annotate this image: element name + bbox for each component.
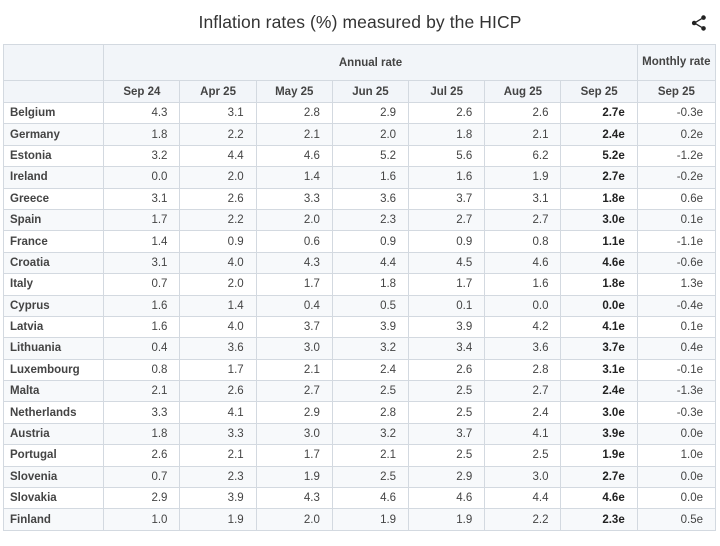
- value-cell: 2.2: [180, 124, 256, 145]
- country-cell: Finland: [4, 509, 104, 530]
- value-cell: 0.6: [256, 231, 332, 252]
- table-row: [4, 124, 716, 145]
- country-cell: Croatia: [4, 252, 104, 273]
- value-cell: 2.6: [180, 188, 256, 209]
- value-cell: 2.1: [180, 445, 256, 466]
- value-cell: 0.4: [104, 338, 180, 359]
- country-cell: Luxembourg: [4, 359, 104, 380]
- value-cell: 0.8: [485, 231, 561, 252]
- table-row: [4, 274, 716, 295]
- value-cell: 0.6e: [637, 188, 715, 209]
- table-row: [4, 466, 716, 487]
- value-cell: 3.6: [485, 338, 561, 359]
- value-cell: 2.8: [485, 359, 561, 380]
- value-cell: 3.7: [409, 423, 485, 444]
- value-cell: 2.4: [332, 359, 408, 380]
- value-cell: 1.8: [332, 274, 408, 295]
- value-cell: 2.7: [409, 209, 485, 230]
- value-cell: 1.7: [256, 274, 332, 295]
- value-cell: 5.6: [409, 145, 485, 166]
- value-cell: 1.4: [180, 295, 256, 316]
- value-cell: 3.6: [180, 338, 256, 359]
- value-cell: 4.6e: [561, 252, 637, 273]
- column-header-country: [4, 81, 104, 103]
- value-cell: 2.9: [332, 103, 408, 124]
- value-cell: 2.3: [180, 466, 256, 487]
- table-corner-cell: [4, 45, 104, 81]
- value-cell: 3.0e: [561, 209, 637, 230]
- value-cell: 0.7: [104, 274, 180, 295]
- value-cell: 3.0: [256, 423, 332, 444]
- column-header-jun-25[interactable]: Jun 25: [332, 81, 408, 103]
- value-cell: 2.5: [332, 466, 408, 487]
- value-cell: 2.1: [104, 381, 180, 402]
- table-row: [4, 488, 716, 509]
- value-cell: 2.5: [332, 381, 408, 402]
- value-cell: -0.6e: [637, 252, 715, 273]
- value-cell: 0.0: [104, 167, 180, 188]
- table-column-header-row: [4, 81, 716, 103]
- value-cell: 2.5: [409, 445, 485, 466]
- value-cell: 2.8: [332, 402, 408, 423]
- value-cell: 2.6: [104, 445, 180, 466]
- value-cell: 3.1: [104, 188, 180, 209]
- value-cell: 0.4: [256, 295, 332, 316]
- country-cell: Italy: [4, 274, 104, 295]
- value-cell: 2.7e: [561, 167, 637, 188]
- table-row: [4, 167, 716, 188]
- table-row: [4, 103, 716, 124]
- value-cell: 4.2: [485, 316, 561, 337]
- table-group-header-row: [4, 45, 716, 81]
- value-cell: 1.8: [104, 124, 180, 145]
- country-cell: Slovenia: [4, 466, 104, 487]
- value-cell: 6.2: [485, 145, 561, 166]
- value-cell: 2.5: [409, 381, 485, 402]
- value-cell: 3.9e: [561, 423, 637, 444]
- column-header-jul-25[interactable]: Jul 25: [409, 81, 485, 103]
- value-cell: 3.0e: [561, 402, 637, 423]
- value-cell: 1.8: [409, 124, 485, 145]
- country-cell: Germany: [4, 124, 104, 145]
- country-cell: Latvia: [4, 316, 104, 337]
- value-cell: 3.7e: [561, 338, 637, 359]
- value-cell: 2.9: [256, 402, 332, 423]
- value-cell: 0.0e: [637, 488, 715, 509]
- country-cell: Slovakia: [4, 488, 104, 509]
- value-cell: 4.6: [332, 488, 408, 509]
- inflation-table: [3, 44, 716, 531]
- value-cell: 2.2: [180, 209, 256, 230]
- country-cell: Cyprus: [4, 295, 104, 316]
- value-cell: 2.6: [180, 381, 256, 402]
- value-cell: 4.4: [332, 252, 408, 273]
- value-cell: 1.7: [180, 359, 256, 380]
- value-cell: 0.0e: [561, 295, 637, 316]
- group-header-monthly-rate: Monthly rate: [637, 45, 715, 81]
- value-cell: 3.3: [104, 402, 180, 423]
- value-cell: 3.1: [180, 103, 256, 124]
- value-cell: 1.8: [104, 423, 180, 444]
- value-cell: 0.9: [332, 231, 408, 252]
- value-cell: 0.0e: [637, 423, 715, 444]
- value-cell: 4.4: [180, 145, 256, 166]
- value-cell: 2.2: [485, 509, 561, 530]
- value-cell: 0.9: [409, 231, 485, 252]
- value-cell: 0.2e: [637, 124, 715, 145]
- table-head: [4, 45, 716, 103]
- table-row: [4, 295, 716, 316]
- value-cell: 1.9: [409, 509, 485, 530]
- country-cell: Malta: [4, 381, 104, 402]
- value-cell: 2.5: [409, 402, 485, 423]
- country-cell: Estonia: [4, 145, 104, 166]
- value-cell: 2.7: [256, 381, 332, 402]
- value-cell: 2.7e: [561, 103, 637, 124]
- value-cell: 1.8e: [561, 274, 637, 295]
- value-cell: 4.6: [409, 488, 485, 509]
- value-cell: 0.5e: [637, 509, 715, 530]
- table-row: [4, 231, 716, 252]
- value-cell: 4.6: [256, 145, 332, 166]
- value-cell: 2.7e: [561, 466, 637, 487]
- table-row: [4, 145, 716, 166]
- table-row: [4, 402, 716, 423]
- value-cell: 3.2: [332, 423, 408, 444]
- column-header-sep-25-monthly[interactable]: Sep 25: [637, 81, 715, 103]
- value-cell: 0.0: [485, 295, 561, 316]
- value-cell: 4.4: [485, 488, 561, 509]
- value-cell: 3.9: [409, 316, 485, 337]
- value-cell: 4.1: [485, 423, 561, 444]
- value-cell: 2.4e: [561, 381, 637, 402]
- value-cell: 3.6: [332, 188, 408, 209]
- value-cell: 2.9: [409, 466, 485, 487]
- value-cell: 1.9: [332, 509, 408, 530]
- value-cell: 3.7: [256, 316, 332, 337]
- value-cell: 2.0: [256, 509, 332, 530]
- column-header-aug-25[interactable]: Aug 25: [485, 81, 561, 103]
- value-cell: 1.8e: [561, 188, 637, 209]
- value-cell: 0.9: [180, 231, 256, 252]
- value-cell: 4.0: [180, 316, 256, 337]
- value-cell: -0.2e: [637, 167, 715, 188]
- value-cell: -1.3e: [637, 381, 715, 402]
- table-body: [4, 103, 716, 531]
- value-cell: 2.6: [485, 103, 561, 124]
- value-cell: 2.0: [180, 274, 256, 295]
- value-cell: 0.1e: [637, 209, 715, 230]
- country-cell: Spain: [4, 209, 104, 230]
- value-cell: 1.3e: [637, 274, 715, 295]
- country-cell: Netherlands: [4, 402, 104, 423]
- value-cell: 3.0: [485, 466, 561, 487]
- country-cell: Lithuania: [4, 338, 104, 359]
- value-cell: 2.3: [332, 209, 408, 230]
- value-cell: 2.3e: [561, 509, 637, 530]
- value-cell: 4.0: [180, 252, 256, 273]
- table-row: [4, 445, 716, 466]
- value-cell: 3.4: [409, 338, 485, 359]
- value-cell: 1.0e: [637, 445, 715, 466]
- value-cell: 0.1: [409, 295, 485, 316]
- value-cell: 2.1: [256, 124, 332, 145]
- value-cell: 4.1: [180, 402, 256, 423]
- value-cell: 5.2: [332, 145, 408, 166]
- value-cell: 2.1: [485, 124, 561, 145]
- country-cell: Greece: [4, 188, 104, 209]
- value-cell: 0.7: [104, 466, 180, 487]
- value-cell: 1.1e: [561, 231, 637, 252]
- table-row: [4, 509, 716, 530]
- country-cell: Portugal: [4, 445, 104, 466]
- value-cell: 0.1e: [637, 316, 715, 337]
- value-cell: -0.3e: [637, 402, 715, 423]
- share-icon[interactable]: [688, 12, 710, 34]
- country-cell: Belgium: [4, 103, 104, 124]
- column-header-sep-24[interactable]: Sep 24: [104, 81, 180, 103]
- value-cell: 1.6: [409, 167, 485, 188]
- value-cell: 1.7: [409, 274, 485, 295]
- country-cell: Ireland: [4, 167, 104, 188]
- value-cell: 2.0: [256, 209, 332, 230]
- column-header-apr-25[interactable]: Apr 25: [180, 81, 256, 103]
- value-cell: 1.7: [104, 209, 180, 230]
- table-row: [4, 188, 716, 209]
- value-cell: 2.9: [104, 488, 180, 509]
- table-row: [4, 252, 716, 273]
- value-cell: 3.2: [332, 338, 408, 359]
- value-cell: 1.6: [332, 167, 408, 188]
- value-cell: 5.2e: [561, 145, 637, 166]
- table-row: [4, 209, 716, 230]
- value-cell: 0.5: [332, 295, 408, 316]
- value-cell: 2.5: [485, 445, 561, 466]
- value-cell: 3.9: [180, 488, 256, 509]
- value-cell: 1.4: [256, 167, 332, 188]
- value-cell: 2.7: [485, 381, 561, 402]
- value-cell: 3.0: [256, 338, 332, 359]
- value-cell: 1.9e: [561, 445, 637, 466]
- value-cell: 1.9: [256, 466, 332, 487]
- table-row: [4, 316, 716, 337]
- table-row: [4, 381, 716, 402]
- value-cell: 2.6: [409, 103, 485, 124]
- table-row: [4, 359, 716, 380]
- value-cell: 1.6: [104, 316, 180, 337]
- value-cell: 2.4e: [561, 124, 637, 145]
- value-cell: 1.0: [104, 509, 180, 530]
- value-cell: 1.7: [256, 445, 332, 466]
- value-cell: 2.0: [332, 124, 408, 145]
- value-cell: 2.6: [409, 359, 485, 380]
- value-cell: 1.9: [180, 509, 256, 530]
- value-cell: 3.1: [104, 252, 180, 273]
- group-header-annual-rate: Annual rate: [104, 45, 637, 81]
- value-cell: 4.5: [409, 252, 485, 273]
- title-bar: [0, 0, 720, 44]
- table-row: [4, 423, 716, 444]
- value-cell: 2.4: [485, 402, 561, 423]
- value-cell: -1.2e: [637, 145, 715, 166]
- value-cell: 3.1: [485, 188, 561, 209]
- value-cell: 2.1: [332, 445, 408, 466]
- value-cell: 4.6: [485, 252, 561, 273]
- value-cell: 0.4e: [637, 338, 715, 359]
- value-cell: 4.6e: [561, 488, 637, 509]
- value-cell: 3.7: [409, 188, 485, 209]
- value-cell: 2.1: [256, 359, 332, 380]
- value-cell: 4.3: [256, 252, 332, 273]
- value-cell: 0.8: [104, 359, 180, 380]
- value-cell: 3.1e: [561, 359, 637, 380]
- page-title: Inflation rates (%) measured by the HICP: [198, 11, 522, 32]
- value-cell: 4.1e: [561, 316, 637, 337]
- value-cell: 3.3: [180, 423, 256, 444]
- value-cell: 1.4: [104, 231, 180, 252]
- value-cell: 3.9: [332, 316, 408, 337]
- table-row: [4, 338, 716, 359]
- value-cell: 3.2: [104, 145, 180, 166]
- value-cell: 4.3: [104, 103, 180, 124]
- value-cell: 0.0e: [637, 466, 715, 487]
- value-cell: 2.8: [256, 103, 332, 124]
- column-header-may-25[interactable]: May 25: [256, 81, 332, 103]
- value-cell: 1.6: [485, 274, 561, 295]
- country-cell: Austria: [4, 423, 104, 444]
- value-cell: 1.6: [104, 295, 180, 316]
- column-header-sep-25-annual[interactable]: Sep 25: [561, 81, 637, 103]
- value-cell: -0.4e: [637, 295, 715, 316]
- value-cell: -1.1e: [637, 231, 715, 252]
- country-cell: France: [4, 231, 104, 252]
- value-cell: 3.3: [256, 188, 332, 209]
- value-cell: -0.3e: [637, 103, 715, 124]
- value-cell: 4.3: [256, 488, 332, 509]
- value-cell: 1.9: [485, 167, 561, 188]
- value-cell: 2.0: [180, 167, 256, 188]
- value-cell: 2.7: [485, 209, 561, 230]
- value-cell: -0.1e: [637, 359, 715, 380]
